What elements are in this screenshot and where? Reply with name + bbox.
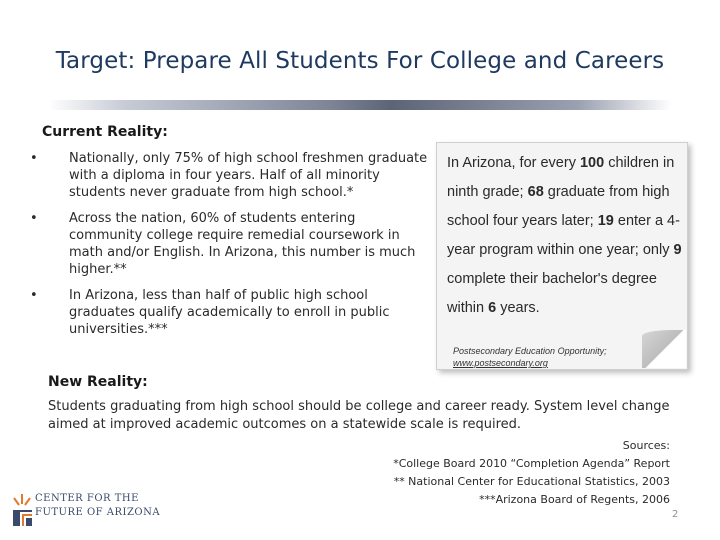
list-item bbox=[30, 150, 430, 201]
callout-text-part: years. bbox=[496, 300, 540, 316]
callout-text-part: complete their bachelor's degree within bbox=[447, 271, 657, 316]
page-number: 2 bbox=[672, 509, 679, 520]
new-reality-text: Students graduating from high school should be college and career ready. System level change aimed at improved academic outcomes on a statewide scale is required. bbox=[48, 399, 670, 432]
callout-text-part: children in ninth grade; bbox=[447, 155, 675, 200]
source-line: *College Board 2010 “Completion Agenda” Report bbox=[393, 457, 670, 470]
slide-title: Target: Prepare All Students For College and Careers bbox=[55, 48, 665, 74]
callout-number: 9 bbox=[673, 242, 682, 258]
callout-text bbox=[447, 149, 687, 323]
bullet-marker: • bbox=[30, 151, 38, 166]
current-reality-list bbox=[30, 150, 430, 347]
callout-number: 6 bbox=[488, 300, 497, 316]
callout-source bbox=[453, 345, 607, 369]
new-reality-heading: New Reality: bbox=[48, 374, 148, 390]
bullet-text: Nationally, only 75% of high school freshmen graduate with a diploma in four years. Half of all minority students never graduate from high school.* bbox=[69, 151, 428, 200]
source-line: ***Arizona Board of Regents, 2006 bbox=[479, 493, 670, 506]
source-line: ** National Center for Educational Statistics, 2003 bbox=[393, 475, 670, 488]
logo-line: CENTER FOR THE bbox=[35, 493, 139, 504]
page-curl-decoration bbox=[642, 330, 686, 368]
bullet-text: Across the nation, 60% of students entering community college require remedial coursework in math and/or English. In Arizona, this number is much higher.** bbox=[69, 211, 416, 277]
list-item bbox=[30, 210, 430, 278]
callout-number: 100 bbox=[579, 155, 605, 171]
callout-number: 19 bbox=[597, 213, 614, 229]
arizona-sun-icon bbox=[10, 492, 36, 532]
title-divider-bar bbox=[48, 100, 672, 110]
callout-text-part: enter a 4-year program within one year; only bbox=[447, 213, 680, 258]
bullet-marker: • bbox=[30, 288, 38, 303]
callout-number: 68 bbox=[527, 184, 544, 200]
logo-line: FUTURE OF ARIZONA bbox=[35, 507, 161, 518]
current-reality-heading: Current Reality: bbox=[42, 124, 168, 140]
callout-text-part: graduate from high school four years later; bbox=[447, 184, 670, 229]
sources-block bbox=[393, 437, 670, 509]
callout-source-link[interactable]: www.postsecondary.org bbox=[453, 358, 548, 368]
center-for-future-of-arizona-logo bbox=[10, 490, 170, 534]
callout-source-name: Postsecondary Education Opportunity; bbox=[453, 346, 607, 356]
callout-text-part: In Arizona, for every bbox=[447, 155, 580, 171]
sources-label: Sources: bbox=[622, 439, 670, 452]
bullet-text: In Arizona, less than half of public high school graduates qualify academically to enroll in public universities.*** bbox=[69, 288, 390, 337]
logo-wordmark bbox=[35, 492, 160, 520]
list-item bbox=[30, 287, 430, 338]
bullet-marker: • bbox=[30, 211, 38, 226]
